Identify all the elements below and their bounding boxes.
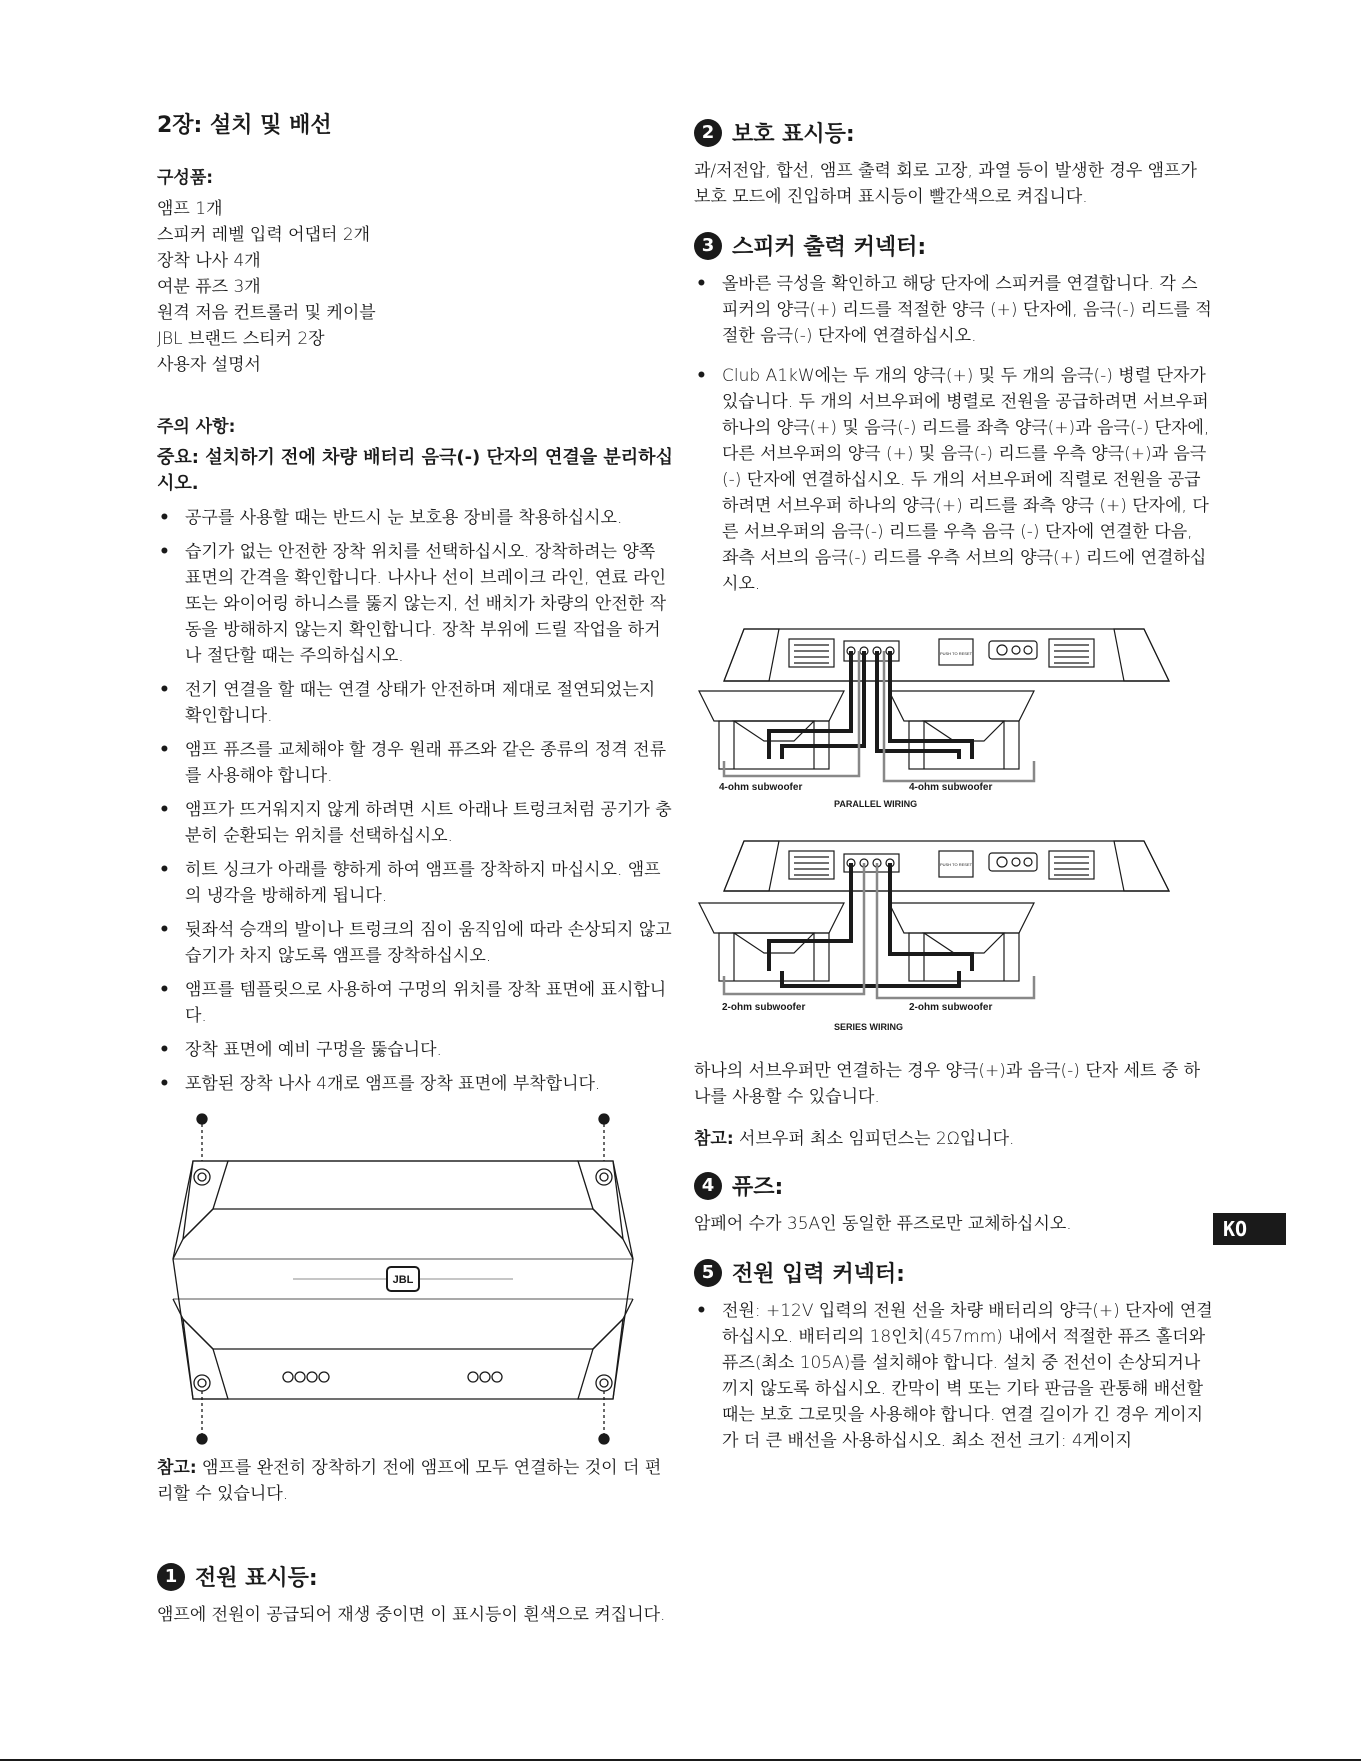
list-item: • Club A1kW에는 두 개의 양극(+) 및 두 개의 음극(-) 병렬 단자가 있습니다. 두 개의 서브우퍼에 병렬로 전원을 공급하려면 서브우퍼 하나의 양극(+) 및 음극(-) 리드를 좌측 양극(+)과 음극(-) 단자에, 다른 서브우퍼의 양극 (+) 및 음극(-) 리드를 우측 양극(+)과 음극(-) 단자에 연결하십시오. 두 개의 서브우퍼에 직렬로 전원을 공급하려면 서브우퍼 하나의 양극(+) 리드를 좌측 양극 (+) 단자에, 다른 서브우퍼의 음극(-) 리드를 우측 음극 (-) 단자에 연결한 다음, 좌측 서브의 음극(-) 리드를 우측 서브의 양극(+) 리드에 연결하십시오. <box>694 363 1214 597</box>
component-item: 사용자 설명서 <box>157 355 261 375</box>
component-item: 장착 나사 4개 <box>157 251 261 271</box>
list-item: • 뒷좌석 승객의 발이나 트렁크의 짐이 움직임에 따라 손상되지 않고 습기가 차지 않도록 앰프를 장착하십시오. <box>157 917 677 969</box>
left-column <box>157 108 677 1628</box>
section-title: 전원 표시등: <box>195 1566 318 1591</box>
section-4-text: 암페어 수가 35A인 동일한 퓨즈로만 교체하십시오. <box>694 1214 1072 1234</box>
screw-icon <box>599 1114 609 1167</box>
left-sub-label: 4-ohm subwoofer <box>719 782 803 793</box>
components-list <box>157 196 677 378</box>
reset-panel-label: PUSH TO RESET <box>939 651 973 656</box>
list-item: • 전원: +12V 입력의 전원 선을 차량 배터리의 양극(+) 단자에 연결하십시오. 배터리의 18인치(457mm) 내에서 적절한 퓨즈 홀더와 퓨즈(최소 105A)를 설치해야 합니다. 설치 중 전선이 손상되거나 끼지 않도록 하십시오. 칸막이 벽 또는 기타 판금을 관통해 배선할 때는 보호 그로밋을 사용해야 합니다. 연결 길이가 긴 경우 게이지가 더 큰 배선을 사용하십시오. 최소 전선 크기: 4게이지 <box>694 1298 1214 1454</box>
list-item: • 히트 싱크가 아래를 향하게 하여 앰프를 장착하지 마십시오. 앰프의 냉각을 방해하게 됩니다. <box>157 857 677 909</box>
number-badge: 3 <box>694 232 722 260</box>
number-badge: 2 <box>694 119 722 147</box>
right-sub-label: 4-ohm subwoofer <box>909 782 993 793</box>
section-2-text: 과/저전압, 합선, 앰프 출력 회로 고장, 과열 등이 발생한 경우 앰프가 보호 모드에 진입하며 표시등이 빨간색으로 켜집니다. <box>694 161 1197 207</box>
number-badge: 5 <box>694 1259 722 1287</box>
number-badge: 4 <box>694 1172 722 1200</box>
component-item: 스피커 레벨 입력 어댑터 2개 <box>157 225 371 245</box>
speaker-output-list <box>694 271 1214 597</box>
left-sub-label: 2-ohm subwoofer <box>722 1002 806 1013</box>
section-title: 보호 표시등: <box>732 122 855 147</box>
list-item: • 앰프가 뜨거워지지 않게 하려면 시트 아래나 트렁크처럼 공기가 충분히 순환되는 위치를 선택하십시오. <box>157 797 677 849</box>
component-item: 앰프 1개 <box>157 199 223 219</box>
section-4-heading <box>694 1170 1214 1201</box>
section-2-heading <box>694 117 1214 148</box>
power-input-list <box>694 1298 1214 1454</box>
amp-mounting-illustration <box>153 1109 653 1449</box>
note-label: 참고: <box>694 1129 734 1149</box>
component-item: 원격 저음 컨트롤러 및 케이블 <box>157 303 376 323</box>
right-sub-label: 2-ohm subwoofer <box>909 1002 993 1013</box>
mounting-note <box>157 1455 677 1507</box>
section-3-heading <box>694 230 1214 261</box>
component-item: 여분 퓨즈 3개 <box>157 277 261 297</box>
screw-icon <box>197 1114 207 1167</box>
list-item: • 앰프 퓨즈를 교체해야 할 경우 원래 퓨즈와 같은 종류의 정격 전류를 사용해야 합니다. <box>157 737 677 789</box>
parallel-wiring-diagram <box>694 611 1194 816</box>
list-item: • 장착 표면에 예비 구멍을 뚫습니다. <box>157 1037 677 1063</box>
section-title: 스피커 출력 커넥터: <box>732 235 927 260</box>
language-tab: KO <box>1213 1213 1286 1245</box>
single-sub-text: 하나의 서브우퍼만 연결하는 경우 양극(+)과 음극(-) 단자 세트 중 하나를 사용할 수 있습니다. <box>694 1061 1201 1107</box>
components-heading: 구성품: <box>157 168 214 188</box>
list-item: • 올바른 극성을 확인하고 해당 단자에 스피커를 연결합니다. 각 스피커의 양극(+) 리드를 적절한 양극 (+) 단자에, 음극(-) 리드를 적절한 음극(-) 단자에 연결하십시오. <box>694 271 1214 349</box>
note-text: 서브우퍼 최소 임피던스는 2Ω입니다. <box>733 1129 1015 1149</box>
reset-panel-label: PUSH TO RESET <box>939 862 973 867</box>
section-5-heading <box>694 1257 1214 1288</box>
component-item: JBL 브랜드 스티커 2장 <box>157 329 325 349</box>
chapter-title: 2장: 설치 및 배선 <box>157 113 332 138</box>
list-item: • 전기 연결을 할 때는 연결 상태가 안전하며 제대로 절연되었는지 확인합니다. <box>157 677 677 729</box>
list-item: • 포함된 장착 나사 4개로 앰프를 장착 표면에 부착합니다. <box>157 1071 677 1097</box>
section-title: 퓨즈: <box>732 1175 784 1200</box>
list-item: • 공구를 사용할 때는 반드시 눈 보호용 장비를 착용하십시오. <box>157 505 677 531</box>
section-1-heading <box>157 1561 677 1592</box>
list-item: • 습기가 없는 안전한 장착 위치를 선택하십시오. 장착하려는 양쪽 표면의 간격을 확인합니다. 나사나 선이 브레이크 라인, 연료 라인 또는 와이어링 하니스를 뚫지 않는지, 선 배치가 차량의 안전한 작동을 방해하지 않는지 확인합니다. 장착 부위에 드릴 작업을 하거나 절단할 때는 주의하십시오. <box>157 539 677 669</box>
note-label: 참고: <box>157 1458 197 1478</box>
impedance-note <box>694 1126 1214 1152</box>
diagram-caption: SERIES WIRING <box>834 1022 904 1032</box>
section-title: 전원 입력 커넥터: <box>732 1262 905 1287</box>
number-badge: 1 <box>157 1563 185 1591</box>
note-text: 앰프를 완전히 장착하기 전에 앰프에 모두 연결하는 것이 더 편리할 수 있습니다. <box>157 1458 662 1504</box>
list-item: • 앰프를 템플릿으로 사용하여 구멍의 위치를 장착 표면에 표시합니다. <box>157 977 677 1029</box>
important-warning: 중요: 설치하기 전에 차량 배터리 음극(-) 단자의 연결을 분리하십시오. <box>157 447 673 494</box>
series-wiring-diagram <box>694 826 1194 1036</box>
diagram-caption: PARALLEL WIRING <box>834 799 918 809</box>
caution-list <box>157 505 677 1097</box>
right-column <box>694 117 1214 1462</box>
cautions-heading: 주의 사항: <box>157 417 236 437</box>
amp-logo: JBL <box>392 1274 414 1286</box>
section-1-text: 앰프에 전원이 공급되어 재생 중이면 이 표시등이 흰색으로 켜집니다. <box>157 1605 666 1625</box>
